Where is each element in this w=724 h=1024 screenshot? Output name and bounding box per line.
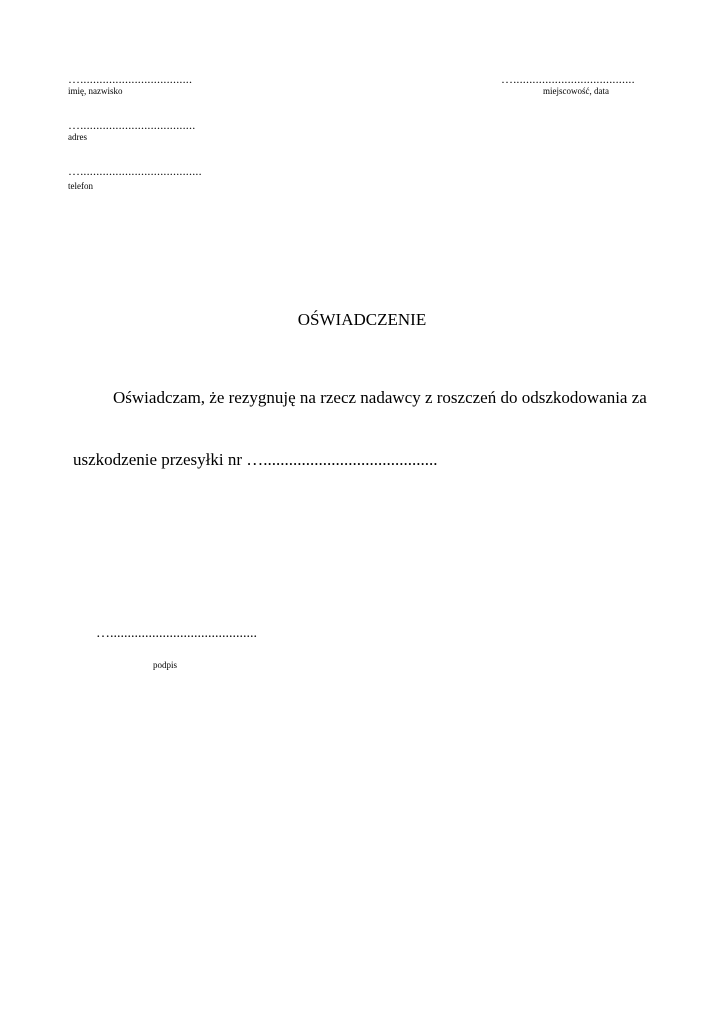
statement-line-1: Oświadczam, że rezygnuję na rzecz nadawcy z roszczeń do odszkodowania za [113,388,647,407]
address-field-line: ….................................... [68,118,196,132]
place-date-field-caption: miejscowość, data [543,86,609,96]
signature-caption: podpis [153,660,178,670]
place-date-field-line: …...................................... [501,72,635,86]
statement-line-2: uszkodzenie przesyłki nr …......................................... [73,450,438,469]
phone-field-line: …...................................... [68,164,202,178]
signature-line: ….......................................... [96,626,257,641]
name-field-caption: imię, nazwisko [68,86,123,96]
address-field-caption: adres [68,132,87,142]
document-title: OŚWIADCZENIE [297,310,427,329]
phone-field-caption: telefon [68,181,93,191]
name-field-line: …................................... [68,72,193,86]
